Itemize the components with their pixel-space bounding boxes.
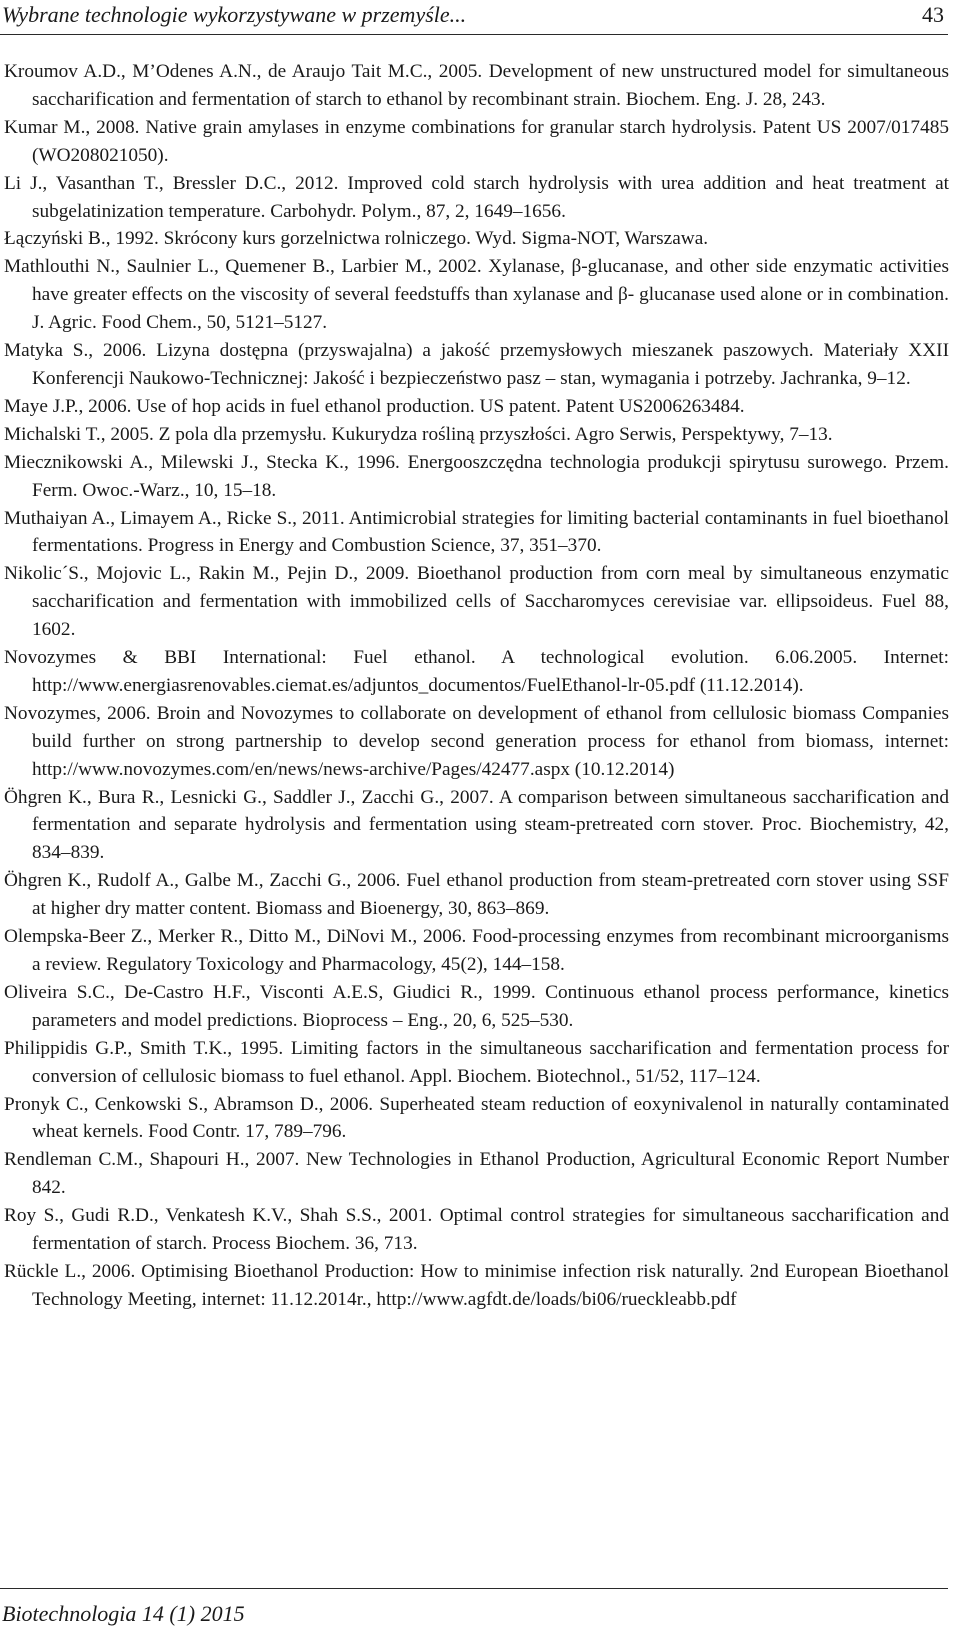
reference-item: Roy S., Gudi R.D., Venkatesh K.V., Shah S.S., 2001. Optimal control strategies for simultaneous saccharification and fermentation of starch. Process Biochem. 36, 713. bbox=[4, 1205, 949, 1255]
page-number: 43 bbox=[922, 2, 944, 27]
reference-item: Miecznikowski A., Milewski J., Stecka K., 1996. Energooszczędna technologia produkcji spirytusu surowego. Przem. Ferm. Owoc.-Warz., 10, 15–18. bbox=[4, 451, 949, 501]
reference-item: Maye J.P., 2006. Use of hop acids in fuel ethanol production. US patent. Patent US2006263484. bbox=[4, 395, 745, 417]
reference-item: Nikolic´S., Mojovic L., Rakin M., Pejin D., 2009. Bioethanol production from corn meal by simultaneous enzymatic saccharification and fermentation with immobilized cells of Saccharomyces cerevisiae var. ellipsoideus. Fuel 88, 1602. bbox=[4, 563, 949, 641]
running-header-title: Wybrane technologie wykorzystywane w przemyśle... bbox=[2, 2, 467, 27]
reference-item: Öhgren K., Rudolf A., Galbe M., Zacchi G., 2006. Fuel ethanol production from steam-pretreated corn stover using SSF at higher dry matter content. Biomass and Bioenergy, 30, 863–869. bbox=[4, 870, 949, 920]
reference-item: Novozymes, 2006. Broin and Novozymes to collaborate on development of ethanol from cellulosic biomass Companies build further on strong partnership to develop second generation process for ethanol from biomass, internet: http://www.novozymes.com/en/news/news-archive/Pages/42477.aspx (10.12.2014) bbox=[4, 702, 949, 780]
reference-item: Kumar M., 2008. Native grain amylases in enzyme combinations for granular starch hydrolysis. Patent US 2007/017485 (WO208021050). bbox=[4, 116, 949, 166]
reference-item: Olempska-Beer Z., Merker R., Ditto M., DiNovi M., 2006. Food-processing enzymes from recombinant microorganisms a review. Regulatory Toxicology and Pharmacology, 45(2), 144–158. bbox=[4, 926, 949, 975]
reference-item: Philippidis G.P., Smith T.K., 1995. Limiting factors in the simultaneous saccharification and fermentation process for conversion of cellulosic biomass to fuel ethanol. Appl. Biochem. Biotechnol., 51/52, 117–124. bbox=[4, 1037, 949, 1087]
reference-item: Michalski T., 2005. Z pola dla przemysłu. Kukurydza rośliną przyszłości. Agro Serwis, Perspektywy, 7–13. bbox=[4, 423, 833, 445]
reference-item: Oliveira S.C., De-Castro H.F., Visconti A.E.S, Giudici R., 1999. Continuous ethanol process performance, kinetics parameters and model predictions. Bioprocess – Eng., 20, 6, 525–530. bbox=[4, 981, 949, 1031]
reference-item: Novozymes & BBI International: Fuel ethanol. A technological evolution. 6.06.2005. Internet: http://www.energiasrenovables.ciemat.es/adjuntos_documentos/FuelEthanol-lr-05.pdf (11.12.2014). bbox=[4, 647, 949, 696]
reference-item: Li J., Vasanthan T., Bressler D.C., 2012. Improved cold starch hydrolysis with urea addition and heat treatment at subgelatinization temperature. Carbohydr. Polym., 87, 2, 1649–1656. bbox=[4, 172, 949, 222]
journal-citation: Biotechnologia 14 (1) 2015 bbox=[2, 1601, 245, 1626]
reference-item: Pronyk C., Cenkowski S., Abramson D., 2006. Superheated steam reduction of eoxynivalenol in naturally contaminated wheat kernels. Food Contr. 17, 789–796. bbox=[4, 1093, 949, 1143]
running-footer bbox=[0, 1588, 948, 1626]
reference-item: Mathlouthi N., Saulnier L., Quemener B., Larbier M., 2002. Xylanase, β-glucanase, and other side enzymatic activities have greater effects on the viscosity of several feedstuffs than xylanase and β- glucanase used alone or in combination. J. Agric. Food Chem., 50, 5121–5127. bbox=[4, 256, 949, 334]
reference-item: Rückle L., 2006. Optimising Bioethanol Production: How to minimise infection risk naturally. 2nd European Bioethanol Technology Meeting, internet: 11.12.2014r., http://www.agfdt.de/loads/bi06/rueckleabb.pdf bbox=[4, 1260, 949, 1310]
reference-item: Kroumov A.D., M’Odenes A.N., de Araujo Tait M.C., 2005. Development of new unstructured model for simultaneous saccharification and fermentation of starch to ethanol by recombinant strain. Biochem. Eng. J. 28, 243. bbox=[4, 61, 949, 110]
reference-item: Öhgren K., Bura R., Lesnicki G., Saddler J., Zacchi G., 2007. A comparison between simultaneous saccharification and fermentation and separate hydrolysis and fermentation using steam-pretreated corn stover. Proc. Biochemistry, 42, 834–839. bbox=[4, 786, 949, 864]
reference-item: Łączyński B., 1992. Skrócony kurs gorzelnictwa rolniczego. Wyd. Sigma-NOT, Warszawa. bbox=[4, 228, 709, 250]
reference-item: Muthaiyan A., Limayem A., Ricke S., 2011. Antimicrobial strategies for limiting bacterial contaminants in fuel bioethanol fermentations. Progress in Energy and Combustion Science, 37, 351–370. bbox=[4, 507, 949, 557]
running-header bbox=[0, 0, 948, 35]
reference-item: Rendleman C.M., Shapouri H., 2007. New Technologies in Ethanol Production, Agricultural Economic Report Number 842. bbox=[4, 1149, 949, 1199]
reference-item: Matyka S., 2006. Lizyna dostępna (przyswajalna) a jakość przemysłowych mieszanek paszowych. Materiały XXII Konferencji Naukowo-Technicznej: Jakość i bezpieczeństwo pasz – stan, wymagania i potrzeby. Jachranka, 9–12. bbox=[4, 340, 949, 389]
reference-list bbox=[4, 58, 949, 1314]
